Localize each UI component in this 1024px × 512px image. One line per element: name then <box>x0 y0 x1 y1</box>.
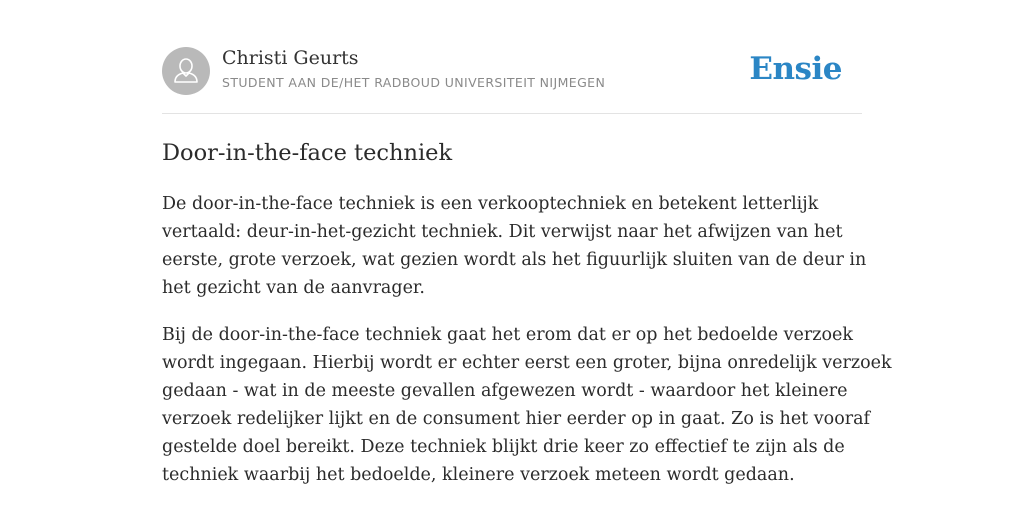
author-header <box>162 45 862 114</box>
paragraph-line: Bij de door-in-the-face techniek gaat het erom dat er op het bedoelde verzoek <box>162 325 853 345</box>
paragraph-line: het gezicht van de aanvrager. <box>162 278 425 298</box>
brand-logo[interactable]: Ensie <box>749 51 842 87</box>
paragraph-line: wordt ingegaan. Hierbij wordt er echter eerst een groter, bijna onredelijk verzoek <box>162 353 892 373</box>
paragraph-line: techniek waarbij het bedoelde, kleinere verzoek meteen wordt gedaan. <box>162 465 795 485</box>
paragraph-line: vertaald: deur-in-het-gezicht techniek. Dit verwijst naar het afwijzen van het <box>162 222 843 242</box>
article-title: Door-in-the-face techniek <box>162 140 453 166</box>
paragraph-line: eerste, grote verzoek, wat gezien wordt als het figuurlijk sluiten van de deur in <box>162 250 867 270</box>
author-avatar[interactable] <box>162 47 210 95</box>
paragraph-line: gedaan - wat in de meeste gevallen afgewezen wordt - waardoor het kleinere <box>162 381 848 401</box>
author-name[interactable]: Christi Geurts <box>222 47 359 69</box>
paragraph-line: De door-in-the-face techniek is een verkooptechniek en betekent letterlijk <box>162 194 819 214</box>
article-card <box>162 45 892 485</box>
paragraph-line: verzoek redelijker lijkt en de consument hier eerder op in gaat. Zo is het vooraf <box>162 409 871 429</box>
user-silhouette-icon <box>162 47 210 95</box>
article-paragraph <box>162 190 867 302</box>
paragraph-line: gestelde doel bereikt. Deze techniek blijkt drie keer zo effectief te zijn als de <box>162 437 845 457</box>
article-paragraph <box>162 321 892 489</box>
author-subtitle: STUDENT AAN DE/HET RADBOUD UNIVERSITEIT NIJMEGEN <box>222 75 606 90</box>
